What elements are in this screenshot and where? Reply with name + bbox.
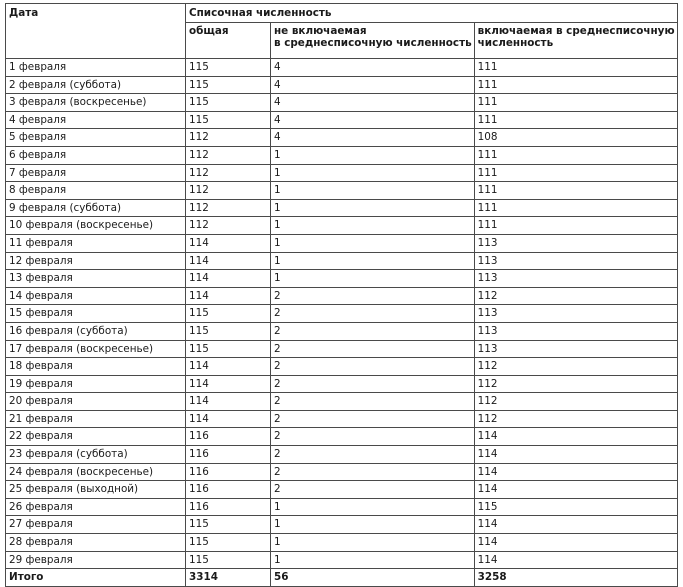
total-cell: 116 <box>186 428 271 446</box>
table-row <box>6 358 678 376</box>
table-body <box>6 59 678 569</box>
table-row <box>6 340 678 358</box>
excluded-cell: 1 <box>271 164 475 182</box>
headcount-table <box>5 3 678 587</box>
table-row <box>6 94 678 112</box>
excluded-cell: 4 <box>271 129 475 147</box>
header-included: включаемая в среднесписочную численность <box>474 23 677 59</box>
total-cell: 115 <box>186 322 271 340</box>
date-cell: 16 февраля (суббота) <box>6 322 186 340</box>
total-cell: 115 <box>186 534 271 552</box>
total-cell: 115 <box>186 94 271 112</box>
included-cell: 115 <box>474 498 677 516</box>
included-cell: 113 <box>474 234 677 252</box>
included-cell: 114 <box>474 428 677 446</box>
excluded-cell: 2 <box>271 287 475 305</box>
included-cell: 111 <box>474 199 677 217</box>
totals-label: Итого <box>6 569 186 587</box>
total-cell: 112 <box>186 199 271 217</box>
excluded-cell: 1 <box>271 270 475 288</box>
excluded-cell: 1 <box>271 146 475 164</box>
excluded-cell: 4 <box>271 59 475 77</box>
total-cell: 114 <box>186 234 271 252</box>
excluded-cell: 2 <box>271 463 475 481</box>
total-cell: 116 <box>186 481 271 499</box>
excluded-cell: 1 <box>271 182 475 200</box>
table-row <box>6 446 678 464</box>
date-cell: 15 февраля <box>6 305 186 323</box>
date-cell: 18 февраля <box>6 358 186 376</box>
included-cell: 111 <box>474 146 677 164</box>
excluded-cell: 4 <box>271 76 475 94</box>
total-cell: 112 <box>186 146 271 164</box>
included-cell: 112 <box>474 287 677 305</box>
excluded-cell: 1 <box>271 498 475 516</box>
date-cell: 13 февраля <box>6 270 186 288</box>
total-cell: 115 <box>186 305 271 323</box>
included-cell: 111 <box>474 217 677 235</box>
excluded-cell: 1 <box>271 534 475 552</box>
table-row <box>6 498 678 516</box>
excluded-cell: 1 <box>271 252 475 270</box>
date-cell: 28 февраля <box>6 534 186 552</box>
excluded-cell: 4 <box>271 111 475 129</box>
excluded-cell: 4 <box>271 94 475 112</box>
total-cell: 112 <box>186 129 271 147</box>
date-cell: 22 февраля <box>6 428 186 446</box>
total-cell: 112 <box>186 182 271 200</box>
included-cell: 111 <box>474 76 677 94</box>
date-cell: 5 февраля <box>6 129 186 147</box>
included-cell: 112 <box>474 375 677 393</box>
included-cell: 114 <box>474 463 677 481</box>
date-cell: 14 февраля <box>6 287 186 305</box>
date-cell: 25 февраля (выходной) <box>6 481 186 499</box>
included-cell: 114 <box>474 481 677 499</box>
excluded-cell: 2 <box>271 340 475 358</box>
header-group: Списочная численность <box>186 4 678 23</box>
total-cell: 115 <box>186 76 271 94</box>
excluded-cell: 1 <box>271 516 475 534</box>
excluded-cell: 2 <box>271 428 475 446</box>
table-row <box>6 129 678 147</box>
date-cell: 21 февраля <box>6 410 186 428</box>
table-row <box>6 322 678 340</box>
total-cell: 115 <box>186 59 271 77</box>
table-row <box>6 182 678 200</box>
excluded-cell: 2 <box>271 446 475 464</box>
total-cell: 114 <box>186 375 271 393</box>
included-cell: 114 <box>474 551 677 569</box>
excluded-cell: 1 <box>271 217 475 235</box>
table-row <box>6 410 678 428</box>
date-cell: 29 февраля <box>6 551 186 569</box>
total-cell: 116 <box>186 446 271 464</box>
included-cell: 113 <box>474 252 677 270</box>
total-cell: 116 <box>186 498 271 516</box>
table-row <box>6 146 678 164</box>
date-cell: 3 февраля (воскресенье) <box>6 94 186 112</box>
total-cell: 115 <box>186 111 271 129</box>
included-cell: 113 <box>474 305 677 323</box>
table-row <box>6 516 678 534</box>
date-cell: 10 февраля (воскресенье) <box>6 217 186 235</box>
totals-total: 3314 <box>186 569 271 587</box>
date-cell: 4 февраля <box>6 111 186 129</box>
excluded-cell: 2 <box>271 322 475 340</box>
total-cell: 112 <box>186 217 271 235</box>
excluded-cell: 1 <box>271 234 475 252</box>
table-row <box>6 199 678 217</box>
included-cell: 111 <box>474 94 677 112</box>
totals-excluded: 56 <box>271 569 475 587</box>
table-row <box>6 375 678 393</box>
total-cell: 114 <box>186 287 271 305</box>
table-row <box>6 287 678 305</box>
included-cell: 114 <box>474 516 677 534</box>
included-cell: 113 <box>474 270 677 288</box>
table-row <box>6 164 678 182</box>
date-cell: 27 февраля <box>6 516 186 534</box>
included-cell: 111 <box>474 59 677 77</box>
table-row <box>6 551 678 569</box>
date-cell: 7 февраля <box>6 164 186 182</box>
totals-included: 3258 <box>474 569 677 587</box>
date-cell: 20 февраля <box>6 393 186 411</box>
table-row <box>6 393 678 411</box>
date-cell: 8 февраля <box>6 182 186 200</box>
table-row <box>6 252 678 270</box>
included-cell: 114 <box>474 446 677 464</box>
date-cell: 26 февраля <box>6 498 186 516</box>
excluded-cell: 2 <box>271 393 475 411</box>
excluded-cell: 2 <box>271 358 475 376</box>
table-row <box>6 534 678 552</box>
excluded-cell: 1 <box>271 551 475 569</box>
total-cell: 115 <box>186 551 271 569</box>
total-cell: 114 <box>186 270 271 288</box>
total-cell: 116 <box>186 463 271 481</box>
table-row <box>6 234 678 252</box>
date-cell: 1 февраля <box>6 59 186 77</box>
total-cell: 114 <box>186 410 271 428</box>
total-cell: 114 <box>186 358 271 376</box>
total-cell: 114 <box>186 252 271 270</box>
total-cell: 114 <box>186 393 271 411</box>
included-cell: 113 <box>474 340 677 358</box>
date-cell: 12 февраля <box>6 252 186 270</box>
table-row <box>6 305 678 323</box>
total-cell: 112 <box>186 164 271 182</box>
date-cell: 11 февраля <box>6 234 186 252</box>
included-cell: 108 <box>474 129 677 147</box>
included-cell: 112 <box>474 393 677 411</box>
table-row <box>6 217 678 235</box>
excluded-cell: 2 <box>271 305 475 323</box>
date-cell: 24 февраля (воскресенье) <box>6 463 186 481</box>
date-cell: 6 февраля <box>6 146 186 164</box>
table-row <box>6 428 678 446</box>
date-cell: 17 февраля (воскресенье) <box>6 340 186 358</box>
date-cell: 19 февраля <box>6 375 186 393</box>
table-row <box>6 270 678 288</box>
date-cell: 9 февраля (суббота) <box>6 199 186 217</box>
total-cell: 115 <box>186 516 271 534</box>
included-cell: 114 <box>474 534 677 552</box>
table-row <box>6 76 678 94</box>
table-row <box>6 111 678 129</box>
header-total: общая <box>186 23 271 59</box>
header-excluded: не включаемая в среднесписочную численность <box>271 23 475 59</box>
excluded-cell: 2 <box>271 410 475 428</box>
total-cell: 115 <box>186 340 271 358</box>
table-row <box>6 59 678 77</box>
excluded-cell: 2 <box>271 481 475 499</box>
included-cell: 111 <box>474 111 677 129</box>
included-cell: 111 <box>474 182 677 200</box>
date-cell: 23 февраля (суббота) <box>6 446 186 464</box>
excluded-cell: 2 <box>271 375 475 393</box>
table-row <box>6 463 678 481</box>
header-date: Дата <box>6 4 186 59</box>
included-cell: 112 <box>474 358 677 376</box>
included-cell: 112 <box>474 410 677 428</box>
table-row <box>6 481 678 499</box>
included-cell: 111 <box>474 164 677 182</box>
date-cell: 2 февраля (суббота) <box>6 76 186 94</box>
included-cell: 113 <box>474 322 677 340</box>
excluded-cell: 1 <box>271 199 475 217</box>
